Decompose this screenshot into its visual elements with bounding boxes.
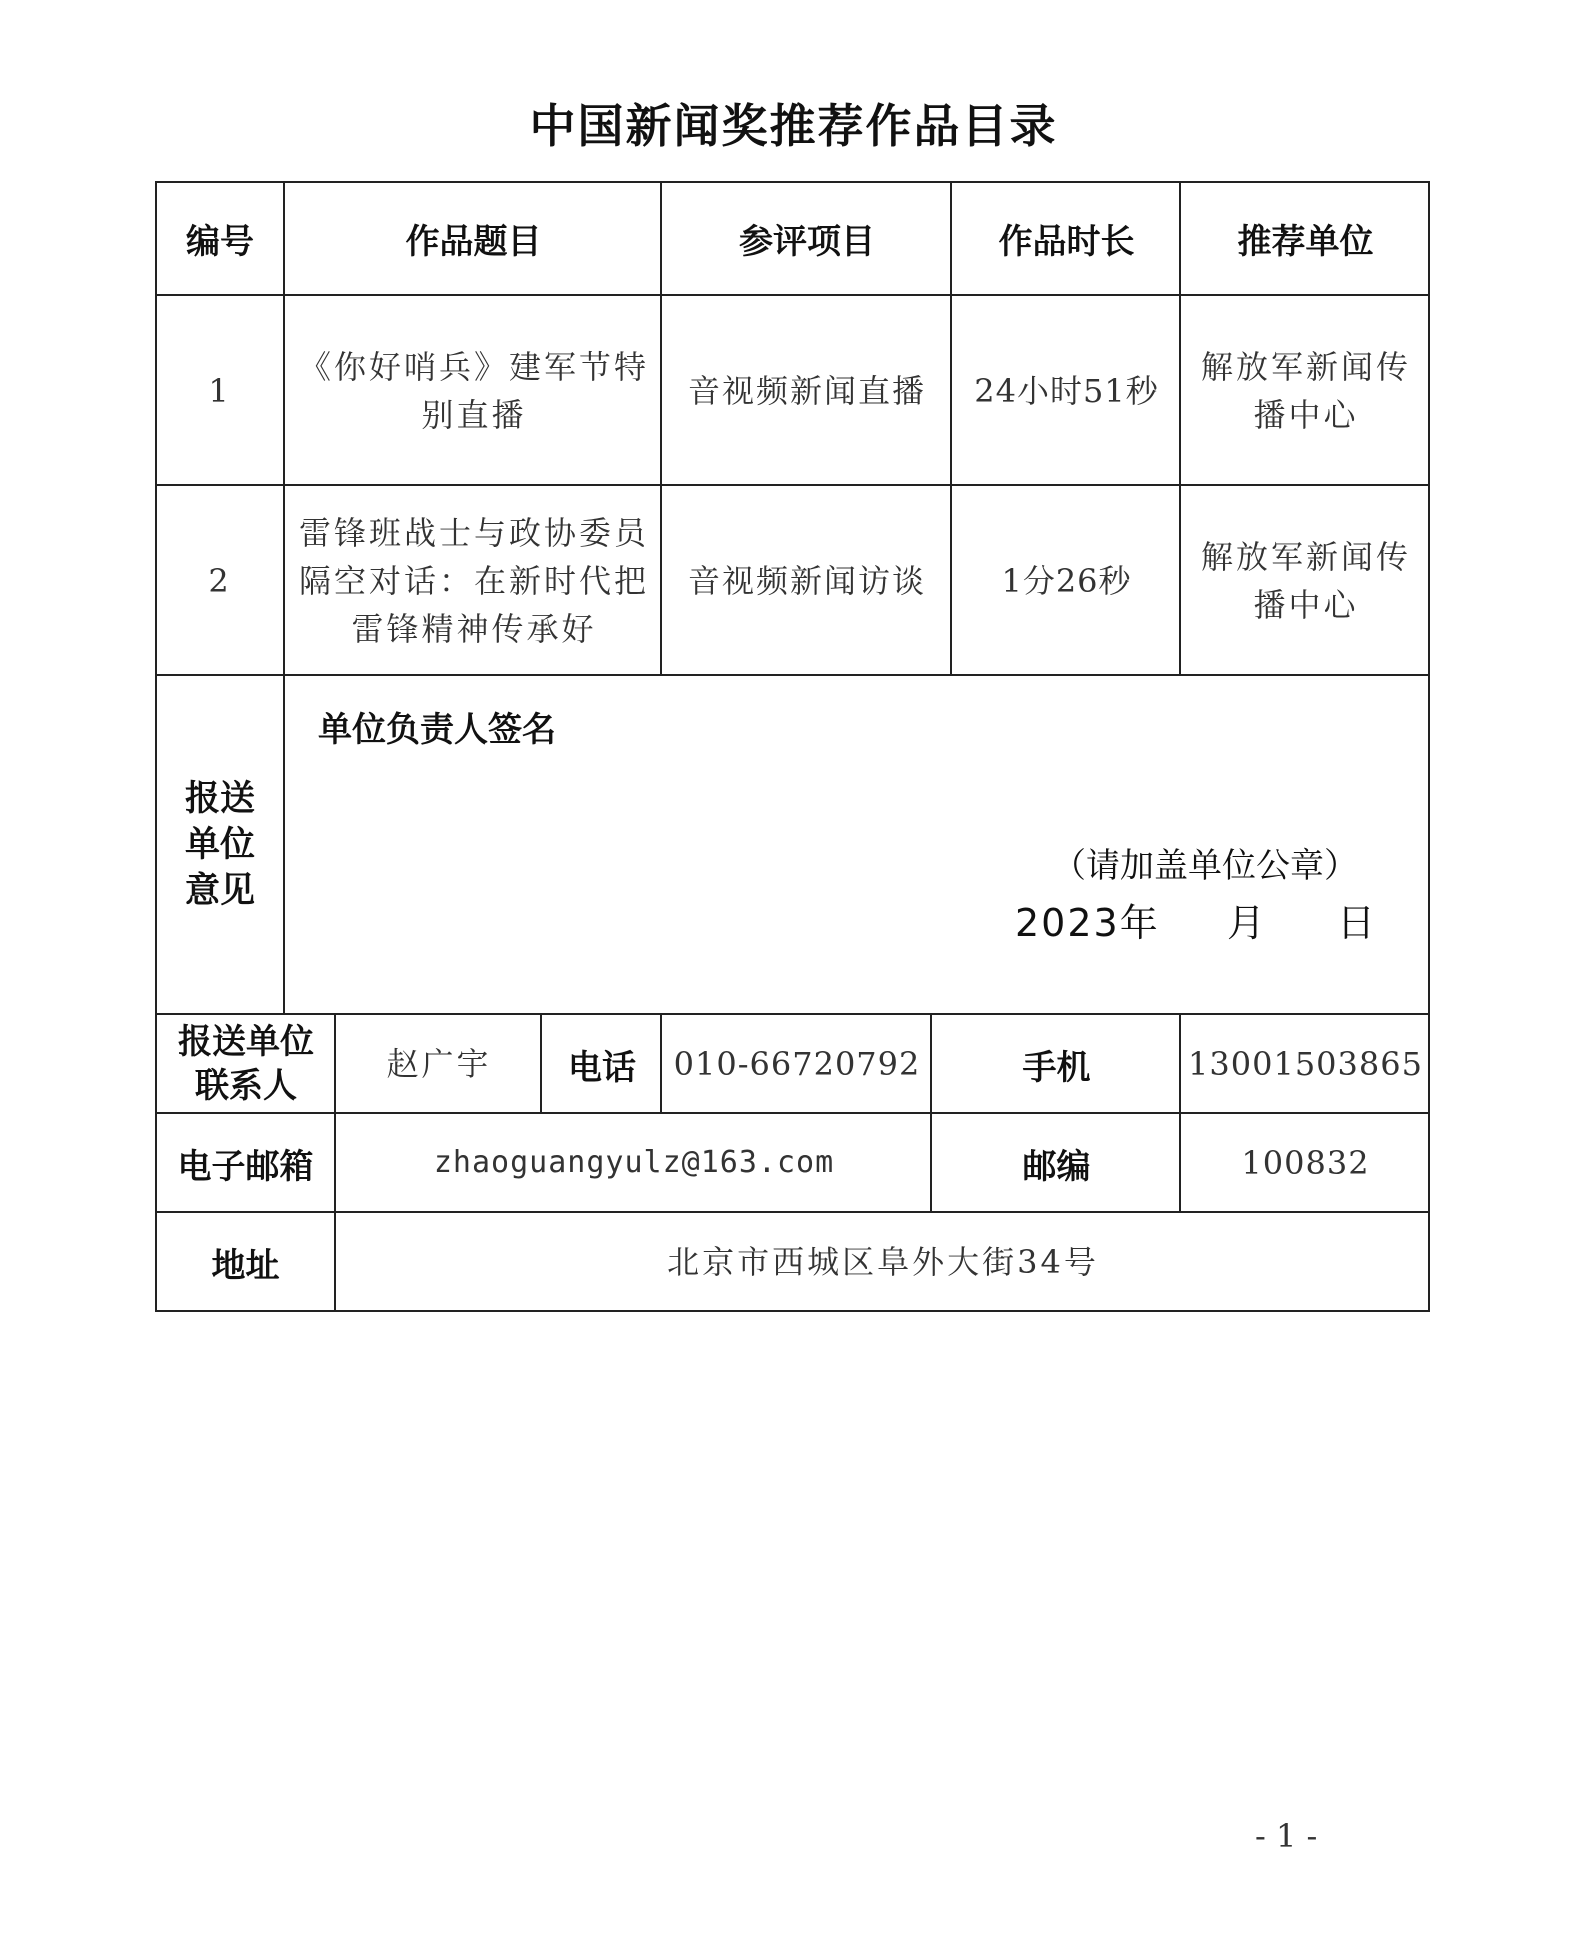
date-day: 日 <box>1337 901 1378 945</box>
mobile-label: 手机 <box>1022 1047 1091 1088</box>
row1-number: 1 <box>208 372 232 410</box>
seal-note: （请加盖单位公章） <box>1052 846 1358 886</box>
row1-recommender: 解放军新闻传播中心 <box>1200 348 1411 434</box>
phone-value: 010-66720792 <box>673 1045 921 1083</box>
page-number: - 1 - <box>1255 1817 1318 1855</box>
signature-label: 单位负责人签名 <box>318 710 556 750</box>
opinion-date <box>1015 892 1377 947</box>
mobile-value: 13001503865 <box>1188 1045 1423 1083</box>
header-category: 参评项目 <box>739 222 875 262</box>
row1-category: 音视频新闻直播 <box>687 372 926 410</box>
date-month: 月 <box>1227 901 1268 945</box>
row2-recommender: 解放军新闻传播中心 <box>1200 538 1411 624</box>
row2-number: 2 <box>208 562 232 600</box>
postcode-label: 邮编 <box>1022 1146 1091 1187</box>
row2-category: 音视频新闻访谈 <box>687 562 926 600</box>
date-year: 2023年 <box>1015 901 1160 945</box>
document-title: 中国新闻奖推荐作品目录 <box>529 99 1058 153</box>
contact-name: 赵广宇 <box>386 1045 492 1083</box>
row2-work-title: 雷锋班战士与政协委员隔空对话：在新时代把雷锋精神传承好 <box>298 514 649 648</box>
postcode-value: 100832 <box>1241 1144 1370 1182</box>
phone-label: 电话 <box>568 1047 636 1088</box>
header-duration: 作品时长 <box>998 222 1135 262</box>
email-label: 电子邮箱 <box>177 1146 314 1187</box>
address-value: 北京市西城区阜外大街34号 <box>667 1243 1099 1281</box>
header-recommender: 推荐单位 <box>1237 222 1374 262</box>
header-number: 编号 <box>186 222 254 262</box>
email-value: zhaoguangyulz@163.com <box>433 1145 835 1180</box>
row1-duration: 24小时51秒 <box>974 372 1159 410</box>
header-work-title: 作品题目 <box>405 222 542 262</box>
opinion-label: 报送单位意见 <box>184 779 255 911</box>
address-label: 地址 <box>211 1245 280 1286</box>
row2-duration: 1分26秒 <box>1001 562 1132 600</box>
contact-label: 报送单位联系人 <box>178 1022 314 1106</box>
row1-work-title: 《你好哨兵》建军节特别直播 <box>298 348 649 434</box>
